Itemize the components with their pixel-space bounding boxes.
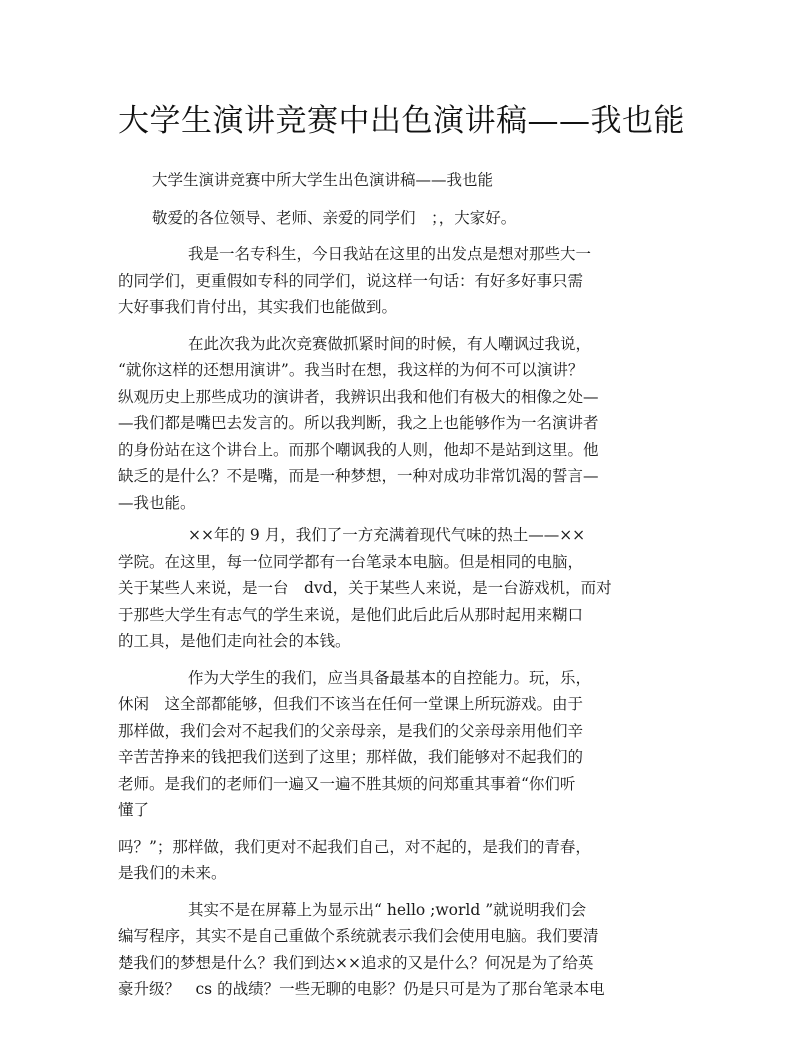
paragraph-line: —我也能。 (118, 493, 196, 512)
paragraph-line: 懂了 (118, 801, 150, 819)
paragraph-5 (118, 834, 650, 887)
paragraph-line: 休闲 这全部都能够，但我们不该当在任何一堂课上所玩游戏。由于 (118, 695, 584, 713)
paragraph-line: ××年的 9 月，我们了一方充满着现代气味的热土——×× (188, 526, 586, 544)
paragraph-line: 老师。是我们的老师们一遍又一遍不胜其烦的问郑重其事着“你们听 (118, 774, 576, 793)
paragraph-line: 是我们的未来。 (118, 864, 227, 882)
paragraph-line: 楚我们的梦想是什么？我们到达××追求的又是什么？何况是为了给英 (118, 953, 594, 972)
paragraph-line: 在此次我为此次竞赛做抓紧时间的时候，有人嘲讽过我说， (188, 334, 592, 353)
paragraph-line: 的同学们，更重假如专科的同学们，说这样一句话：有好多好事只需 (118, 271, 584, 290)
paragraph-4 (118, 665, 650, 824)
paragraph-line: 于那些大学生有志气的学生来说，是他们此后此后从那时起用来糊口 (118, 605, 584, 624)
paragraph-line: 吗？”；那样做，我们更对不起我们自己，对不起的，是我们的青春， (118, 837, 591, 856)
paragraph-line: 辛苦苦挣来的钱把我们送到了这里；那样做，我们能够对不起我们的 (118, 748, 584, 766)
paragraph-line: 的工具，是他们走向社会的本钱。 (118, 632, 351, 650)
paragraph-3 (118, 522, 650, 655)
paragraph-2 (118, 331, 650, 517)
paragraph-line: “就你这样的还想用演讲”。我当时在想，我这样的为何不可以演讲？ (118, 361, 584, 379)
paragraph-line: 纵观历史上那些成功的演讲者，我辨识出我和他们有极大的相像之处— (118, 387, 599, 406)
paragraph-line: 作为大学生的我们，应当具备最基本的自控能力。玩，乐， (188, 668, 592, 687)
paragraph-6 (118, 897, 650, 1003)
paragraph-line: 我是一名专科生，今日我站在这里的出发点是想对那些大一 (188, 245, 592, 263)
paragraph-line: 豪升级？ cs 的战绩？一些无聊的电影？仍是只可是为了那台笔录本电 (118, 980, 605, 998)
paragraph-line: 大好事我们肯付出，其实我们也能做到。 (118, 298, 398, 316)
paragraph-line: 那样做，我们会对不起我们的父亲母亲，是我们的父亲母亲用他们辛 (118, 721, 584, 740)
paragraph-line: 其实不是在屏幕上为显示出“ hello ;world ”就说明我们会 (188, 900, 587, 919)
paragraph-line: 的身份站在这个讲台上。而那个嘲讽我的人则，他却不是站到这里。他 (118, 440, 599, 459)
paragraph-line: —我们都是嘴巴去发言的。所以我判断，我之上也能够作为一名演讲者 (118, 414, 599, 432)
paragraph-line: 缺乏的是什么？不是嘴，而是一种梦想，一种对成功非常饥渴的誓言— (118, 467, 599, 485)
paragraph-line: 关于某些人来说，是一台 dvd，关于某些人来说，是一台游戏机，而对 (118, 579, 612, 597)
document-subtitle: 大学生演讲竞赛中所大学生出色演讲稿——我也能 (152, 171, 494, 189)
paragraph-line: 学院。在这里，每一位同学都有一台笔录本电脑。但是相同的电脑， (118, 552, 584, 571)
paragraph-1 (118, 241, 650, 321)
greeting-line: 敬爱的各位领导、老师、亲爱的同学们 ；，大家好。 (152, 209, 517, 227)
paragraph-line: 编写程序，其实不是自己重做个系统就表示我们会使用电脑。我们要清 (118, 927, 599, 945)
document-title: 大学生演讲竞赛中出色演讲稿——我也能 (118, 103, 685, 139)
